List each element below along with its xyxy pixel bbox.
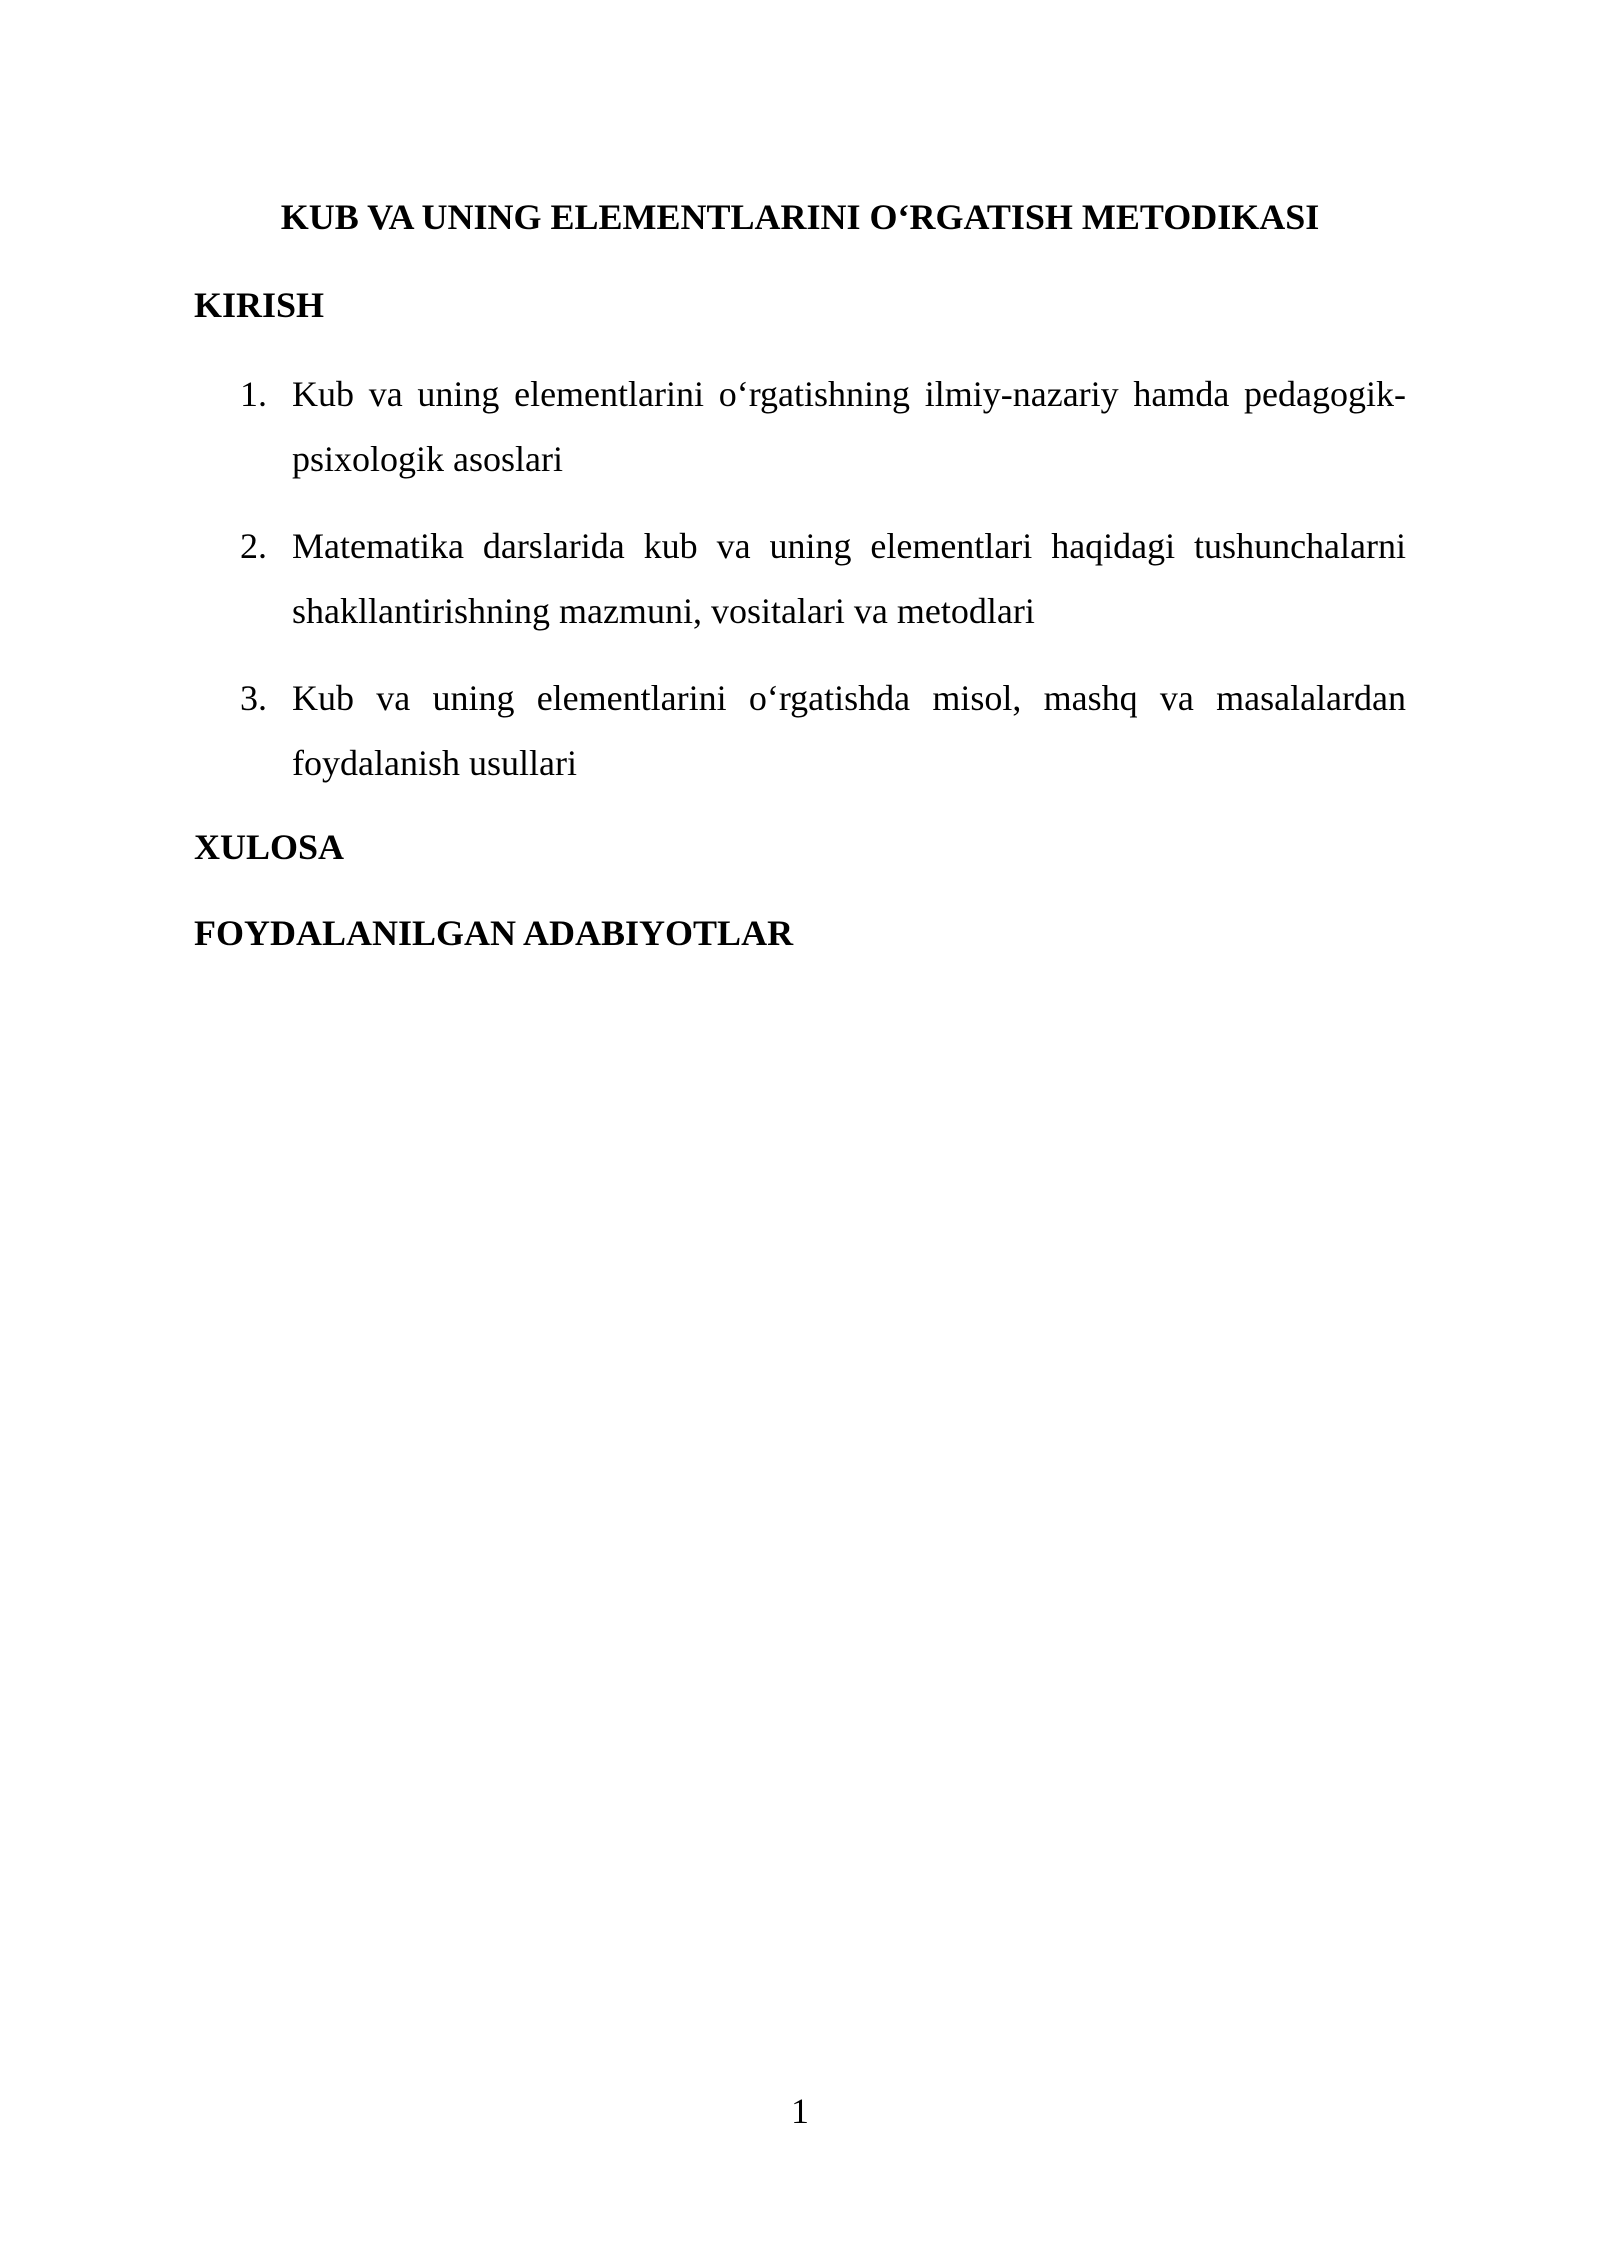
chapter-item [194, 514, 1406, 644]
page-number: 1 [791, 2091, 809, 2131]
chapter-item [194, 666, 1406, 796]
chapter-number: 1. [240, 374, 267, 414]
chapter-title: Kub va uning elementlarini o‘rgatishda misol, mashq va masalalardan foydalanish usullari [292, 678, 1406, 783]
intro-heading: KIRISH [194, 285, 325, 325]
chapter-number: 2. [240, 526, 267, 566]
chapter-title: Matematika darslarida kub va uning elementlari haqidagi tushunchalarni shakllantirishning mazmuni, vositalari va metodlari [292, 526, 1406, 631]
conclusion-heading: XULOSA [194, 827, 345, 867]
document-title: KUB VA UNING ELEMENTLARINI O‘RGATISH METODIKASI [280, 197, 1320, 237]
chapter-title: Kub va uning elementlarini o‘rgatishning ilmiy-nazariy hamda pedagogik-psixologik asoslari [292, 374, 1406, 479]
chapter-number: 3. [240, 678, 267, 718]
chapter-list [194, 362, 1406, 818]
references-heading: FOYDALANILGAN ADABIYOTLAR [194, 913, 794, 953]
chapter-item [194, 362, 1406, 492]
